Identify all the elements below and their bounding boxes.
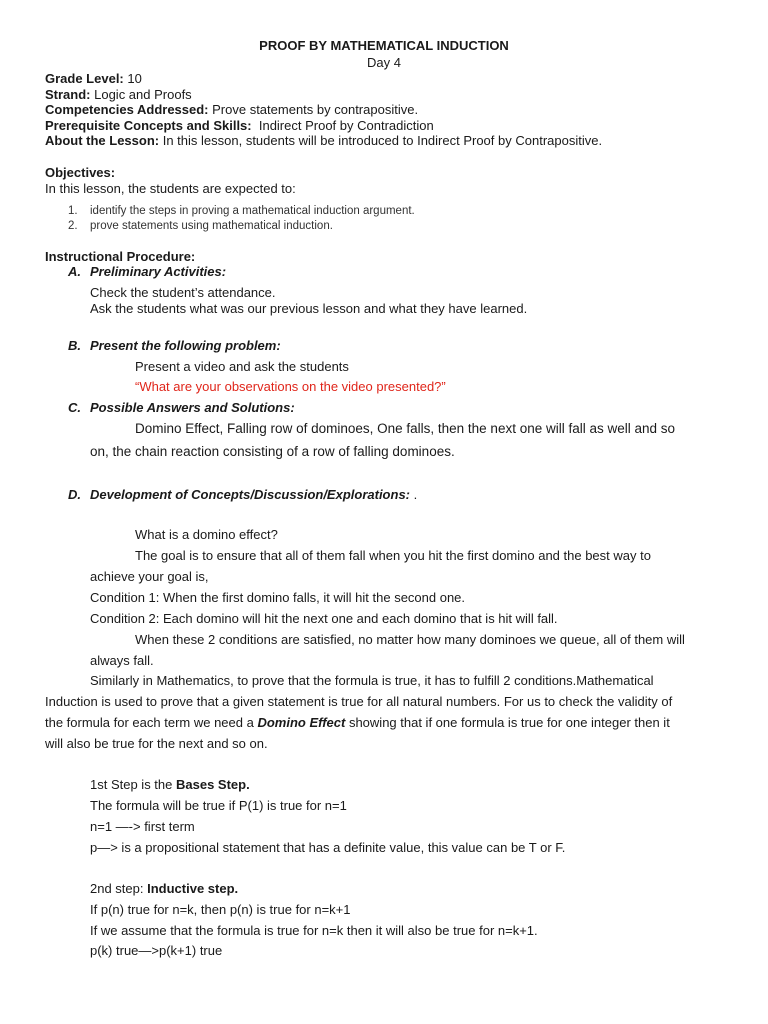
objectives-intro: In this lesson, the students are expected to:: [45, 181, 296, 196]
step-1-bold: Bases Step.: [176, 777, 250, 792]
similarly-line-1: Similarly in Mathematics, to prove that the formula is true, it has to fulfill 2 conditions.Mathematical: [90, 673, 654, 688]
section-d-title: Development of Concepts/Discussion/Explorations:: [90, 487, 410, 502]
similarly-line-2: Induction is used to prove that a given statement is true for all natural numbers. For us to check the validity of: [45, 694, 673, 709]
section-b-line: Present a video and ask the students: [135, 359, 349, 374]
objective-item: [68, 203, 415, 219]
section-d-heading: [68, 487, 417, 503]
grade-level-value: 10: [123, 71, 142, 86]
step-1-line-a: The formula will be true if P(1) is true for n=1: [90, 798, 347, 813]
about-value: In this lesson, students will be introduced to Indirect Proof by Contrapositive.: [159, 133, 603, 148]
prerequisite-value: Indirect Proof by Contradiction: [251, 118, 434, 133]
section-a-letter: A.: [68, 264, 81, 279]
step-2-line-b: If we assume that the formula is true for n=k then it will also be true for n=k+1.: [90, 923, 538, 938]
step-2-pre: 2nd step:: [90, 881, 148, 896]
section-c-heading: [68, 400, 295, 416]
about-line: [45, 133, 602, 149]
step-2-heading: [90, 881, 238, 897]
step-1-line-c: p—> is a propositional statement that has a definite value, this value can be T or F.: [90, 840, 566, 855]
section-a-line-2: Ask the students what was our previous lesson and what they have learned.: [90, 301, 528, 316]
section-c-title: Possible Answers and Solutions:: [90, 400, 295, 415]
competencies-value: Prove statements by contrapositive.: [208, 102, 419, 117]
grade-level-label: Grade Level:: [45, 71, 124, 86]
section-a-line-1: Check the student’s attendance.: [90, 285, 276, 300]
similarly-line-3-pre: the formula for each term we need a: [45, 715, 258, 730]
objective-text: identify the steps in proving a mathematical induction argument.: [90, 205, 415, 217]
similarly-line-3: [45, 715, 670, 731]
document-day: Day 4: [367, 55, 401, 70]
section-d-suffix: .: [410, 487, 418, 502]
step-1-heading: [90, 777, 250, 793]
strand-line: [45, 87, 192, 103]
conditions-line-2: always fall.: [90, 653, 154, 668]
prerequisite-line: [45, 118, 434, 134]
section-a-title: Preliminary Activities:: [90, 264, 227, 279]
step-2-line-a: If p(n) true for n=k, then p(n) is true for n=k+1: [90, 902, 351, 917]
competencies-line: [45, 102, 418, 118]
grade-level-line: [45, 71, 142, 87]
goal-line-1: The goal is to ensure that all of them fall when you hit the first domino and the best way to: [135, 548, 651, 563]
similarly-line-3-post: showing that if one formula is true for one integer then it: [345, 715, 670, 730]
section-b-heading: [68, 338, 281, 354]
similarly-line-4: will also be true for the next and so on.: [45, 736, 268, 751]
step-2-bold: Inductive step.: [147, 881, 239, 896]
objectives-heading: Objectives:: [45, 165, 116, 180]
condition-1: Condition 1: When the first domino falls, it will hit the second one.: [90, 590, 466, 605]
strand-label: Strand:: [45, 87, 91, 102]
section-a-heading: [68, 264, 226, 280]
competencies-label: Competencies Addressed:: [45, 102, 209, 117]
strand-value: Logic and Proofs: [90, 87, 192, 102]
about-label: About the Lesson:: [45, 133, 160, 148]
objective-text: prove statements using mathematical induction.: [90, 220, 333, 232]
section-d-letter: D.: [68, 487, 81, 502]
condition-2: Condition 2: Each domino will hit the next one and each domino that is hit will fall.: [90, 611, 558, 626]
objective-number: 1.: [68, 205, 78, 217]
section-c-line-2: on, the chain reaction consisting of a row of falling dominoes.: [90, 444, 455, 459]
step-2-line-c: p(k) true—>p(k+1) true: [90, 943, 223, 958]
conditions-line-1: When these 2 conditions are satisfied, no matter how many dominoes we queue, all of them will: [135, 632, 685, 647]
objective-item: [68, 218, 333, 234]
domino-effect-emphasis: Domino Effect: [257, 715, 346, 730]
goal-line-2: achieve your goal is,: [90, 569, 209, 584]
step-1-line-b: n=1 —-> first term: [90, 819, 195, 834]
document-title: PROOF BY MATHEMATICAL INDUCTION: [259, 38, 509, 53]
prerequisite-label: Prerequisite Concepts and Skills:: [45, 118, 252, 133]
procedure-heading: Instructional Procedure:: [45, 249, 196, 264]
step-1-pre: 1st Step is the: [90, 777, 176, 792]
section-b-question: “What are your observations on the video presented?”: [135, 379, 446, 394]
section-b-letter: B.: [68, 338, 81, 353]
domino-question: What is a domino effect?: [135, 527, 278, 542]
objective-number: 2.: [68, 220, 78, 232]
section-b-title: Present the following problem:: [90, 338, 281, 353]
section-c-letter: C.: [68, 400, 81, 415]
section-c-line-1: Domino Effect, Falling row of dominoes, One falls, then the next one will fall as well and so: [135, 421, 676, 436]
